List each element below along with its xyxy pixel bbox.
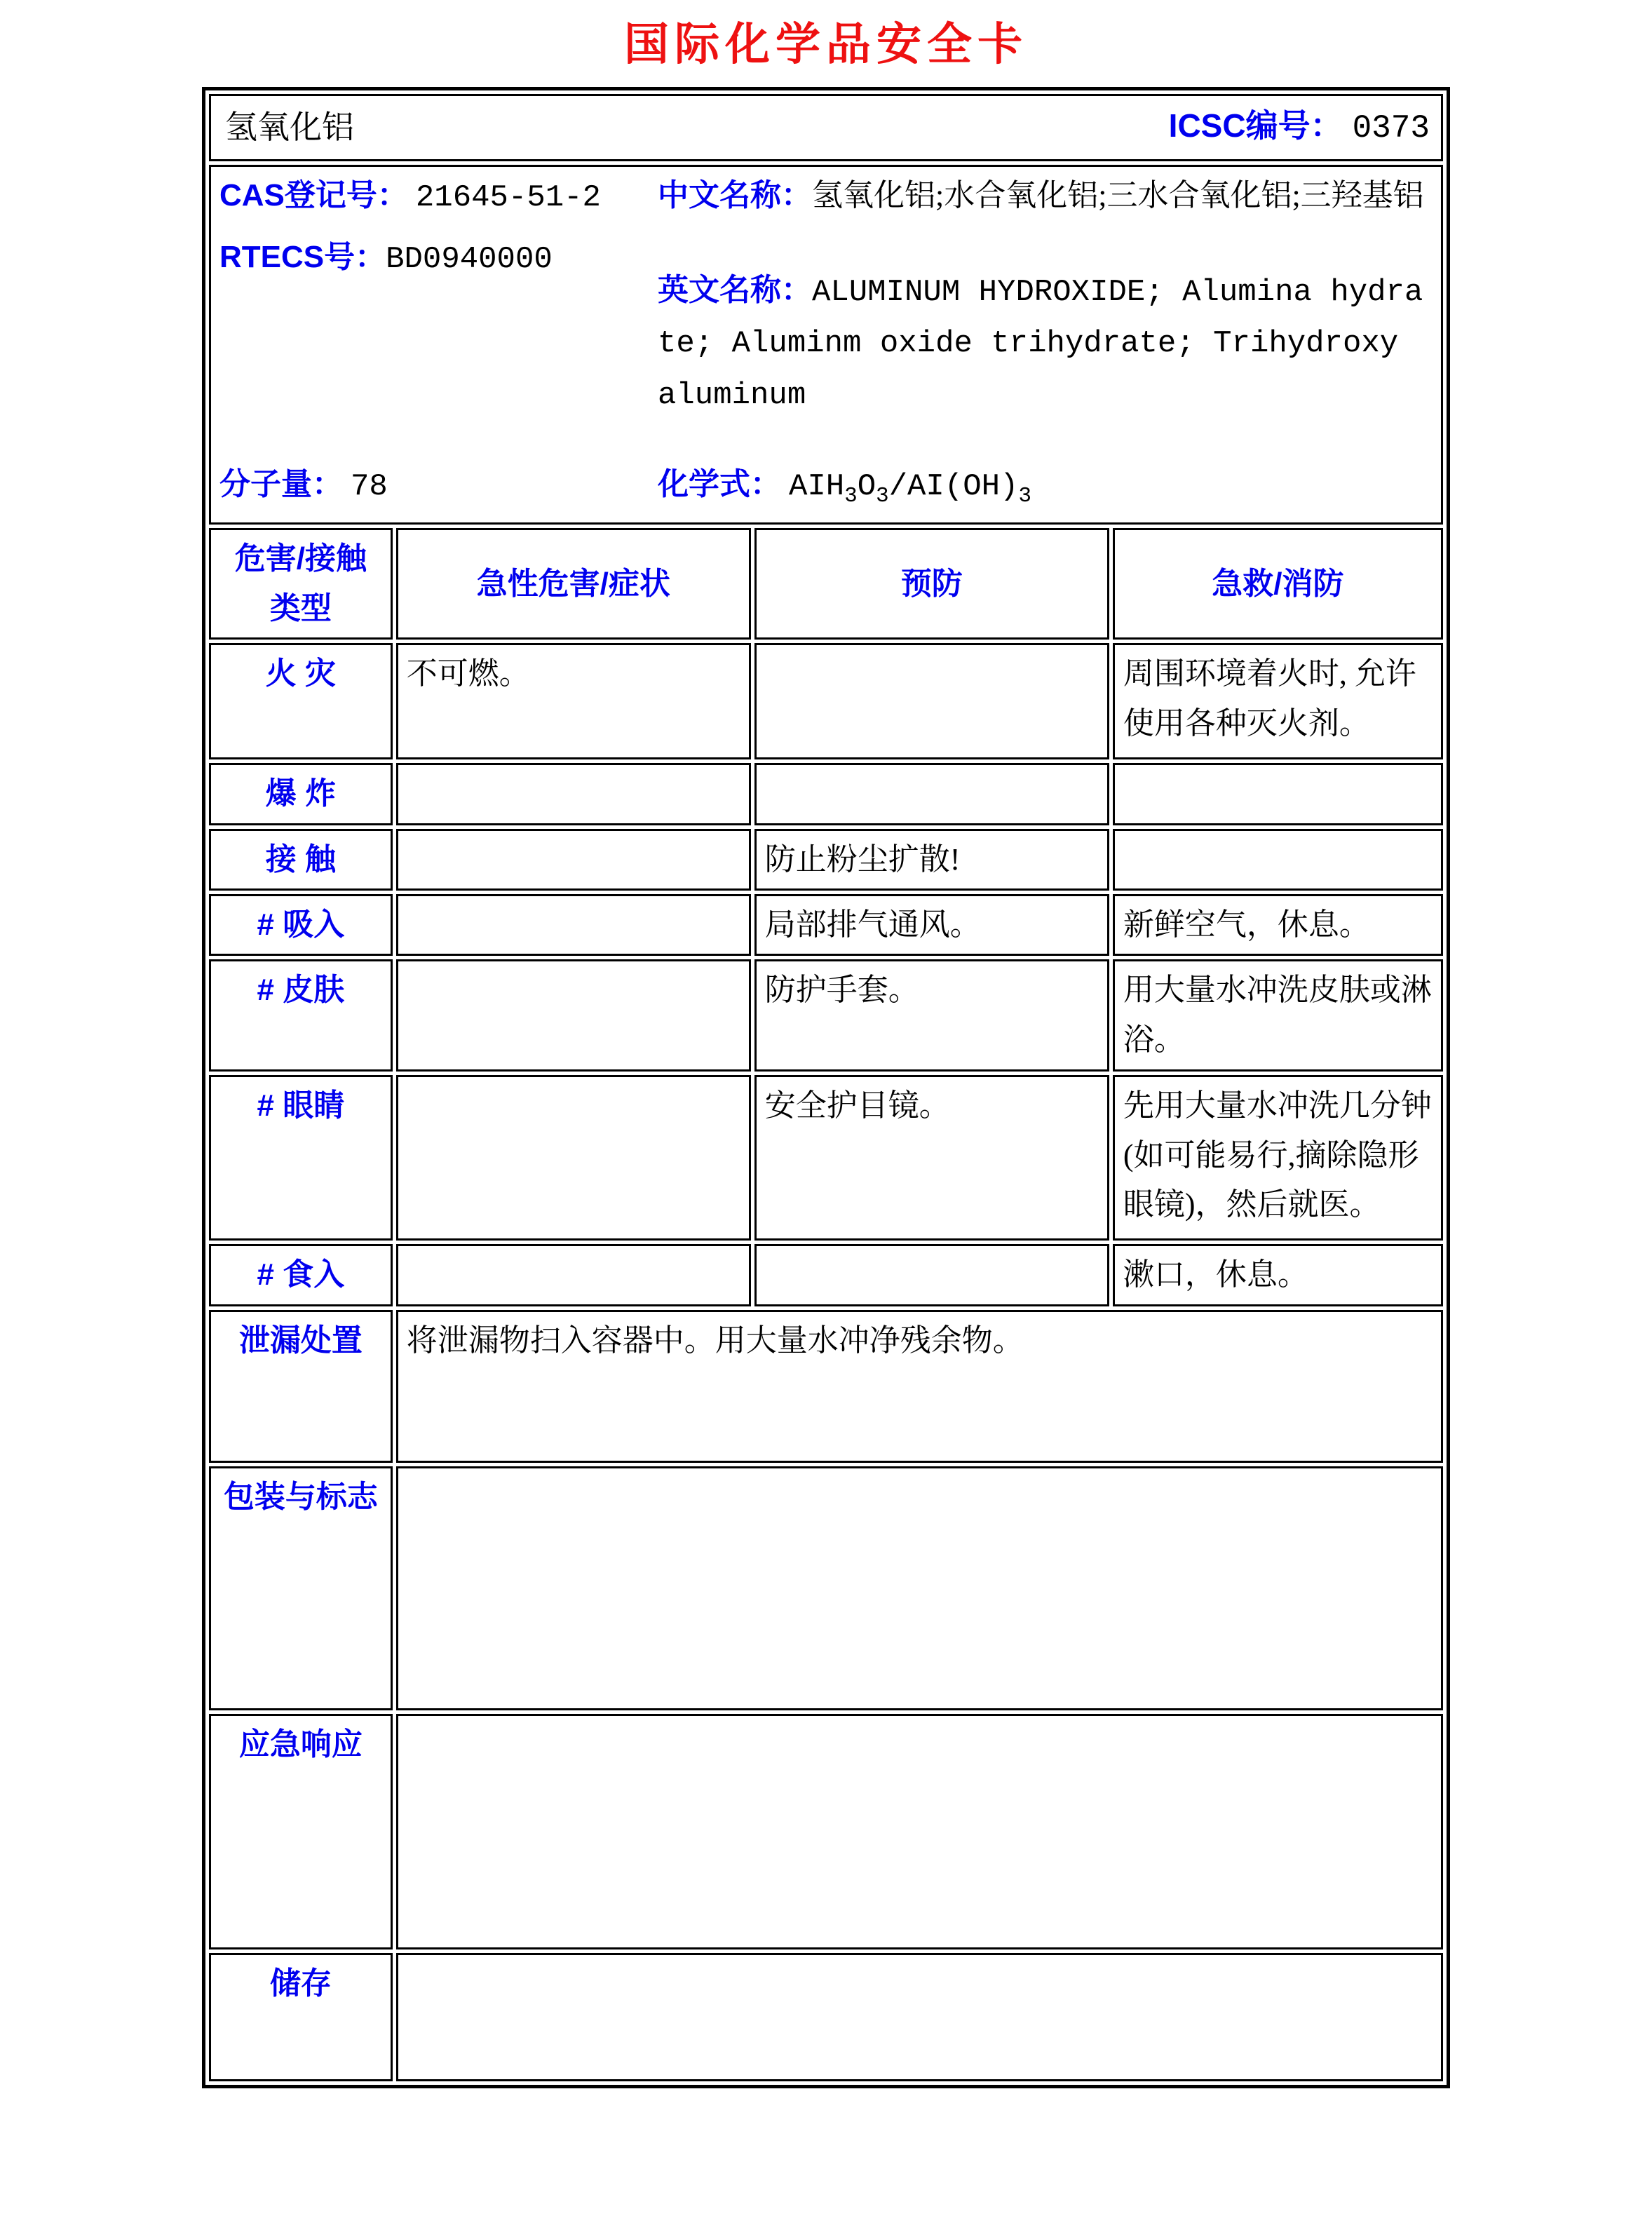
cell-inhalation-firstaid: 新鲜空气，休息。 <box>1113 894 1443 956</box>
cell-ingestion-prevention <box>754 1244 1109 1306</box>
row-label-ingestion: # 食入 <box>209 1244 393 1306</box>
names-block <box>658 171 1433 460</box>
table-row-emergency-response <box>209 1714 1443 1949</box>
formula-label: 化学式： <box>658 467 781 501</box>
ids-block <box>219 171 658 460</box>
info-cell <box>209 165 1443 525</box>
hazard-header-row <box>209 528 1443 640</box>
table-row <box>209 165 1443 525</box>
cell-ingestion-symptoms <box>396 1244 751 1306</box>
cell-eyes-prevention: 安全护目镜。 <box>754 1075 1109 1241</box>
table-row-storage <box>209 1953 1443 2081</box>
cell-packaging-labelling-content <box>396 1466 1443 1710</box>
cell-explosion-firstaid <box>1113 763 1443 825</box>
table-row-fire <box>209 643 1443 759</box>
cell-inhalation-symptoms <box>396 894 751 956</box>
header-firstaid: 急救/消防 <box>1113 528 1443 640</box>
row-label-emergency-response: 应急响应 <box>209 1714 393 1949</box>
table-row-contact <box>209 829 1443 891</box>
mw-value: 78 <box>351 469 388 504</box>
cell-contact-prevention: 防止粉尘扩散! <box>754 829 1109 891</box>
rtecs-label: RTECS号： <box>219 239 386 274</box>
cell-fire-firstaid: 周围环境着火时, 允许使用各种灭火剂。 <box>1113 643 1443 759</box>
header-prevention: 预防 <box>754 528 1109 640</box>
row-label-contact: 接 触 <box>209 829 393 891</box>
cell-explosion-prevention <box>754 763 1109 825</box>
rtecs-value: BD0940000 <box>386 241 553 277</box>
molecular-weight-row <box>219 460 658 518</box>
cell-fire-symptoms: 不可燃。 <box>396 643 751 759</box>
icsc-label: ICSC编号： <box>1168 107 1343 144</box>
table-row-skin <box>209 959 1443 1072</box>
icsc-number-group <box>1169 100 1433 155</box>
cell-explosion-symptoms <box>396 763 751 825</box>
substance-header-cell <box>209 94 1443 161</box>
cell-storage-content <box>396 1953 1443 2081</box>
cell-contact-symptoms <box>396 829 751 891</box>
substance-name: 氢氧化铝 <box>225 109 354 146</box>
cn-name-label: 中文名称： <box>658 178 812 213</box>
row-label-storage: 储存 <box>209 1953 393 2081</box>
row-label-fire: 火 灾 <box>209 643 393 759</box>
cell-skin-firstaid: 用大量水冲洗皮肤或淋浴。 <box>1113 959 1443 1072</box>
table-row-explosion <box>209 763 1443 825</box>
formula-row <box>658 460 1433 518</box>
table-row-spill-disposal <box>209 1310 1443 1463</box>
row-label-eyes: # 眼睛 <box>209 1075 393 1241</box>
page-title: 国际化学品安全卡 <box>624 19 1028 69</box>
table-row <box>209 94 1443 161</box>
table-row-eyes <box>209 1075 1443 1241</box>
cell-spill-disposal-content: 将泄漏物扫入容器中。用大量水冲净残余物。 <box>396 1310 1443 1463</box>
row-label-spill-disposal: 泄漏处置 <box>209 1310 393 1463</box>
en-name-label: 英文名称： <box>658 272 812 307</box>
header-hazard-type: 危害/接触类型 <box>209 528 393 640</box>
cell-ingestion-firstaid: 漱口，休息。 <box>1113 1244 1443 1306</box>
header-symptoms: 急性危害/症状 <box>396 528 751 640</box>
row-label-skin: # 皮肤 <box>209 959 393 1072</box>
table-row-packaging-labelling <box>209 1466 1443 1710</box>
cas-value: 21645-51-2 <box>415 180 601 216</box>
cell-skin-prevention: 防护手套。 <box>754 959 1109 1072</box>
table-row-ingestion <box>209 1244 1443 1306</box>
cell-eyes-firstaid: 先用大量水冲洗几分钟(如可能易行,摘除隐形眼镜)，然后就医。 <box>1113 1075 1443 1241</box>
cas-label: CAS登记号： <box>219 178 408 213</box>
cell-eyes-symptoms <box>396 1075 751 1241</box>
cell-skin-symptoms <box>396 959 751 1072</box>
row-label-inhalation: # 吸入 <box>209 894 393 956</box>
row-label-explosion: 爆 炸 <box>209 763 393 825</box>
table-row-inhalation <box>209 894 1443 956</box>
mw-label: 分子量： <box>219 467 343 501</box>
card-table <box>202 87 1450 2088</box>
cn-name-value: 氢氧化铝;水合氧化铝;三水合氧化铝;三羟基铝 <box>812 178 1424 213</box>
cell-inhalation-prevention: 局部排气通风。 <box>754 894 1109 956</box>
icsc-number: 0373 <box>1352 110 1430 147</box>
cell-emergency-response-content <box>396 1714 1443 1949</box>
cell-fire-prevention <box>754 643 1109 759</box>
row-label-packaging-labelling: 包装与标志 <box>209 1466 393 1710</box>
en-name-value: ALUMINUM HYDROXIDE; Alumina hydrate; Aluminm oxide trihydrate; Trihydroxy aluminum <box>658 274 1423 413</box>
cell-contact-firstaid <box>1113 829 1443 891</box>
formula-value: $AIH_3O_3/AI(OH)_3$ <box>789 469 1031 508</box>
